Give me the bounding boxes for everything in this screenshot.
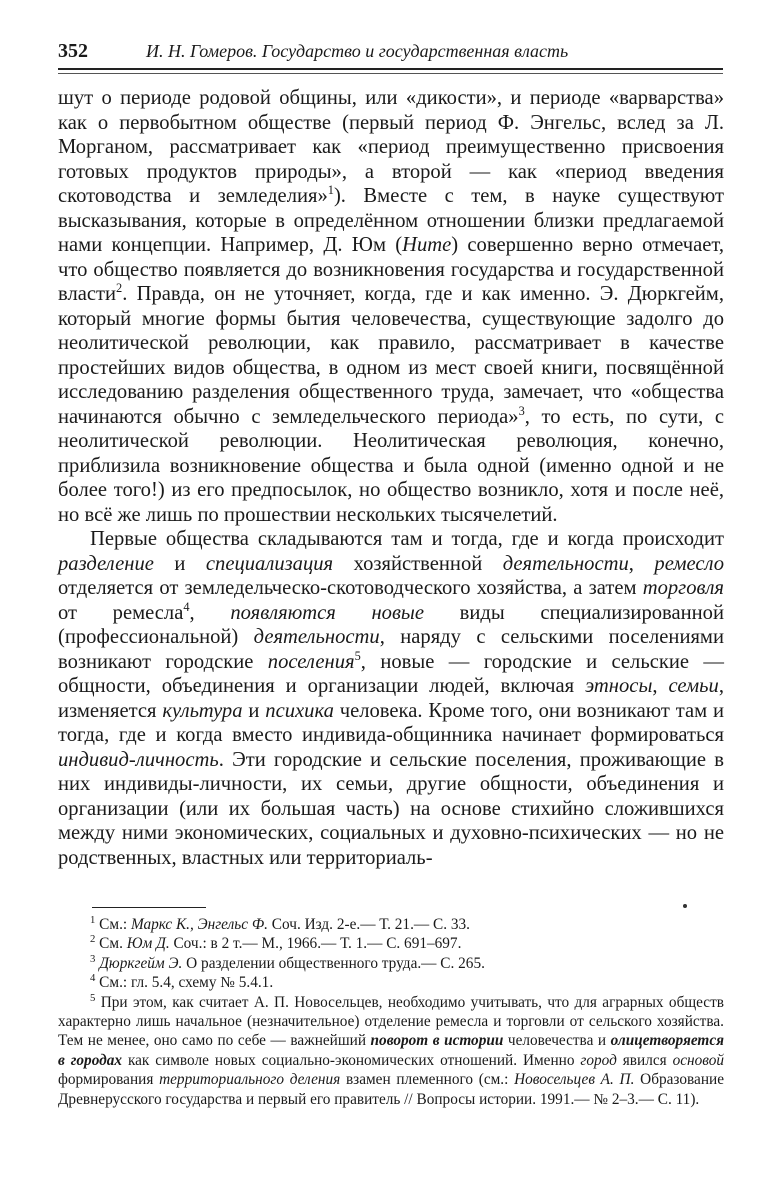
footnote-number: 2 [90,933,96,946]
footnote-number: 3 [90,952,96,965]
footnote-number: 5 [90,991,96,1004]
page-number: 352 [58,40,88,62]
footnote-text: См. Юм Д. Соч.: в 2 т.— М., 1966.— Т. 1.— С. 691–697. [95,935,462,953]
footnote-number: 4 [90,972,96,985]
running-title: И. Н. Гомеров. Государство и государственная власть [146,41,569,61]
header-rule [58,73,723,74]
print-speck [683,904,687,908]
paragraph: шут о периоде родовой общины, или «дикости», и периоде «варварства» как о первобытном обществе (первый период Ф. Энгельс, вслед за Л. Морганом, рассматривает как «период преимущественно присвоения готовых продуктов природы», а второй — как «период введения скотоводства и земледелия»$^1$). Вместе с тем, в науке существуют высказывания, которые в определённом отношении близки предлагаемой нами концепции. Например, Д. Юм (Hume) совершенно верно отмечает, что общество появляется до возникновения государства и государственной власти$^2$. Правда, он не уточняет, когда, где и как именно. Э. Дюркгейм, который многие формы бытия человечества, существующие задолго до неолитической революции, как правило, рассматривает в качестве простейших видов общества, в одном из мест своей книги, посвящённой исследованию разделения общественного труда, замечает, что «общества начинаются обычно с земледельческого периода»$^3$, то есть, по сути, с неолитической революции. Неолитическая революция, конечно, приблизила возникновение общества и была одной (именно одной и не более того!) из его предпосылок, но общество возникло, хотя и после неё, но всё же лишь по прошествии нескольких тысячелетий. [58,87,725,526]
footnote [58,915,724,934]
footnote [58,973,724,992]
footnote [58,954,724,973]
footnote [58,934,724,953]
footnote [58,993,724,1109]
footnote-text: При этом, как считает А. П. Новосельцев, необходимо учитывать, что для аграрных обществ характерно лишь начальное (незначительное) отделение ремесла и торговли от сельского хозяйства. Тем не менее, оно само по себе — важнейший поворот в истории человечества и олицетворяется в городах как символе новых социально-экономических отношений. Именно город явился основой формирования территориального деления взамен племенного (см.: Новосельцев А. П. Образование Древнерусского государства и первый его правитель // Вопросы истории. 1991.— № 2–3.— С. 11). [58,993,724,1108]
footnote-text: См.: Маркс К., Энгельс Ф. Соч. Изд. 2-е.— Т. 21.— С. 33. [95,916,470,933]
page-header [58,38,723,70]
paragraph: Первые общества складываются там и тогда, где и когда происходит разделение и специализация хозяйственной деятельности, ремесло отделяется от земледельческо-скотоводческого хозяйства, а затем торговля от ремесла$^4$, появляются новые виды специализированной (профессиональной) деятельности, наряду с сельскими поселениями возникают городские поселения$^5$, новые — городские и сельские — общности, объединения и организации людей, включая этносы, семьи, изменяется культура и психика человека. Кроме того, они возникают там и тогда, где и когда вместо индивида-общинника начинает формироваться индивид-личность. Эти городские и сельские поселения, проживающие в них индивиды-личности, их семьи, другие общности, объединения и организации (или их большая часть) на основе стихийно сложившихся между ними экономических, социальных и духовно-психических — но не родственных, властных или территориаль- [58,528,725,869]
footnote-number: 1 [90,913,96,926]
footnote-text: Дюркгейм Э. О разделении общественного труда.— С. 265. [99,954,485,972]
footnote-separator [92,907,206,908]
footnote-text: См.: гл. 5.4, схему № 5.4.1. [95,974,274,992]
main-text [58,86,724,870]
footnotes [58,915,724,1109]
